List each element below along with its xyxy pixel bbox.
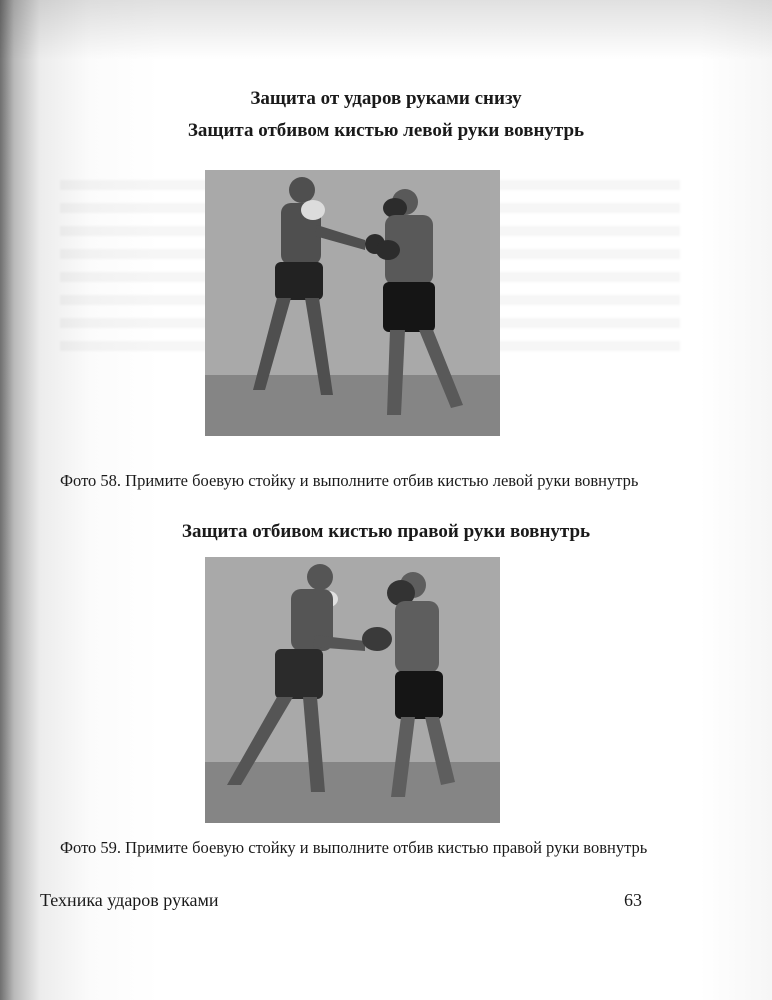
subheading-left-hand: Защита отбивом кистью левой руки вовнутрь	[187, 120, 585, 141]
page-number: 63	[624, 890, 642, 910]
photo-59-caption: Фото 59. Примите боевую стойку и выполните отбив кистью правой руки вовнутрь	[60, 838, 648, 857]
subheading-right-hand: Защита отбивом кистью правой руки вовнутрь	[181, 521, 591, 542]
running-title: Техника ударов руками	[40, 890, 219, 910]
photo-59	[205, 557, 500, 823]
section-heading: Защита от ударов руками снизу	[250, 88, 522, 109]
photo-58	[205, 170, 500, 436]
photo-58-caption: Фото 58. Примите боевую стойку и выполните отбив кистью левой руки вовнутрь	[60, 471, 639, 490]
scan-shadow	[0, 0, 772, 60]
